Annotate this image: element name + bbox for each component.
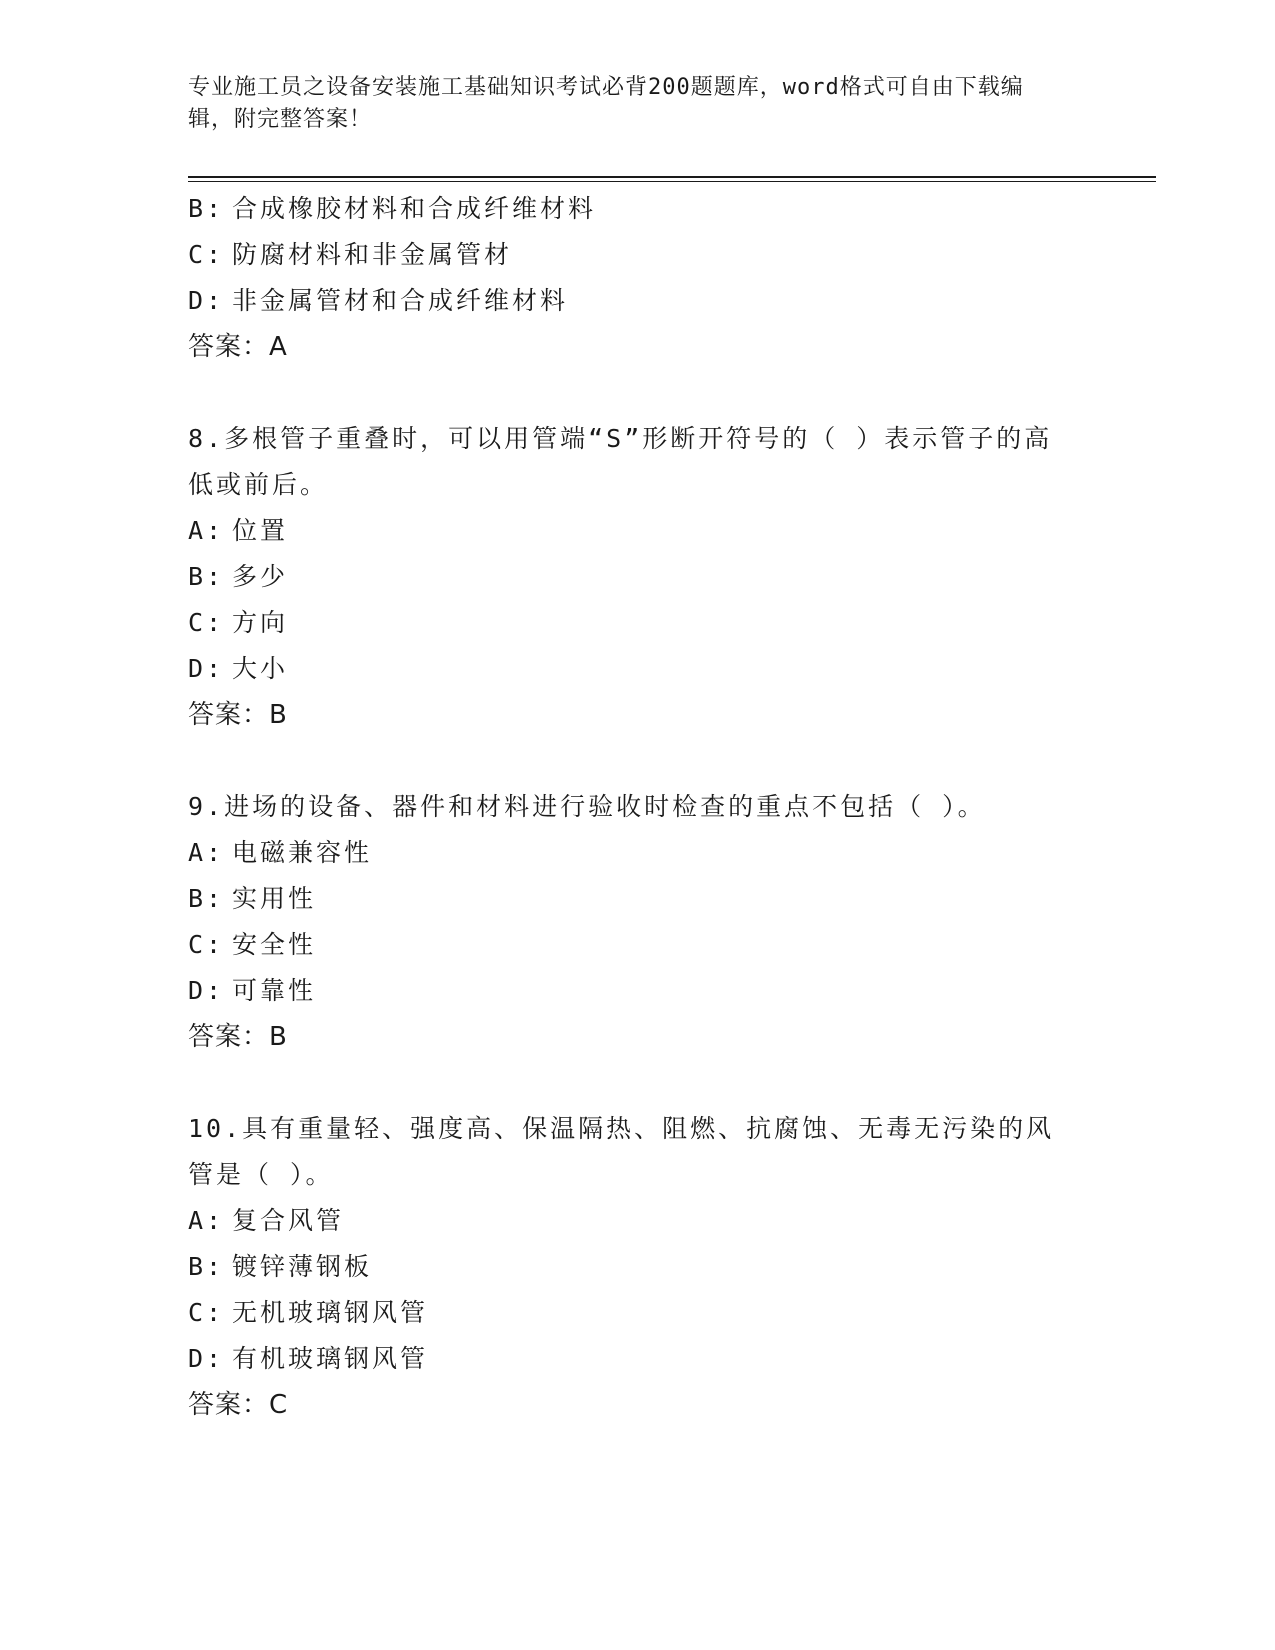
option-d xyxy=(188,646,1088,692)
option-text: 防腐材料和非金属管材 xyxy=(232,240,513,269)
option-letter: A: xyxy=(188,838,225,867)
option-text: 镀锌薄钢板 xyxy=(232,1252,373,1281)
option-text: 有机玻璃钢风管 xyxy=(232,1344,429,1373)
question-10 xyxy=(188,1106,1088,1428)
option-letter: A: xyxy=(188,516,225,545)
option-text: 可靠性 xyxy=(232,976,317,1005)
option-letter: C: xyxy=(188,240,225,269)
option-text: 大小 xyxy=(232,654,289,683)
question-8 xyxy=(188,416,1088,738)
option-b xyxy=(188,186,1088,232)
option-text: 合成橡胶材料和合成纤维材料 xyxy=(232,194,597,223)
option-letter: B: xyxy=(188,1252,225,1281)
spacer xyxy=(188,1060,1088,1106)
option-text: 实用性 xyxy=(232,884,317,913)
spacer xyxy=(188,370,1088,416)
option-a xyxy=(188,508,1088,554)
option-b xyxy=(188,554,1088,600)
option-letter: D: xyxy=(188,654,225,683)
option-b xyxy=(188,876,1088,922)
option-letter: C: xyxy=(188,930,225,959)
option-b xyxy=(188,1244,1088,1290)
answer-line: 答案：B xyxy=(188,1022,288,1052)
question-text: 9.进场的设备、器件和材料进行验收时检查的重点不包括（ ）。 xyxy=(188,792,986,821)
option-text: 多少 xyxy=(232,562,289,591)
question-text: 10.具有重量轻、强度高、保温隔热、阻燃、抗腐蚀、无毒无污染的风管是（ ）。 xyxy=(188,1114,1055,1189)
option-letter: A: xyxy=(188,1206,225,1235)
option-text: 非金属管材和合成纤维材料 xyxy=(232,286,569,315)
option-letter: C: xyxy=(188,608,225,637)
option-letter: B: xyxy=(188,562,225,591)
option-letter: D: xyxy=(188,976,225,1005)
option-letter: B: xyxy=(188,884,225,913)
option-text: 方向 xyxy=(232,608,289,637)
question-text: 8.多根管子重叠时，可以用管端“S”形断开符号的（ ）表示管子的高低或前后。 xyxy=(188,424,1053,499)
option-d xyxy=(188,278,1088,324)
option-a xyxy=(188,830,1088,876)
option-letter: D: xyxy=(188,1344,225,1373)
option-d xyxy=(188,968,1088,1014)
exam-content xyxy=(188,186,1088,1428)
option-letter: B: xyxy=(188,194,225,223)
document-header: 专业施工员之设备安装施工基础知识考试必背200题题库，word格式可自由下载编辑，附完整答案！ xyxy=(188,75,1024,132)
option-text: 无机玻璃钢风管 xyxy=(232,1298,429,1327)
question-9 xyxy=(188,784,1088,1060)
answer-line: 答案：A xyxy=(188,332,288,362)
option-text: 复合风管 xyxy=(232,1206,345,1235)
partial-question xyxy=(188,186,1088,370)
option-letter: C: xyxy=(188,1298,225,1327)
answer-line: 答案：B xyxy=(188,700,288,730)
option-letter: D: xyxy=(188,286,225,315)
option-c xyxy=(188,232,1088,278)
option-a xyxy=(188,1198,1088,1244)
option-c xyxy=(188,922,1088,968)
spacer xyxy=(188,738,1088,784)
header-rule-thick xyxy=(188,176,1156,178)
answer-line: 答案：C xyxy=(188,1390,289,1420)
option-d xyxy=(188,1336,1088,1382)
header-rule-thin xyxy=(188,181,1156,182)
option-text: 安全性 xyxy=(232,930,317,959)
option-c xyxy=(188,600,1088,646)
option-c xyxy=(188,1290,1088,1336)
option-text: 电磁兼容性 xyxy=(232,838,373,867)
option-text: 位置 xyxy=(232,516,289,545)
